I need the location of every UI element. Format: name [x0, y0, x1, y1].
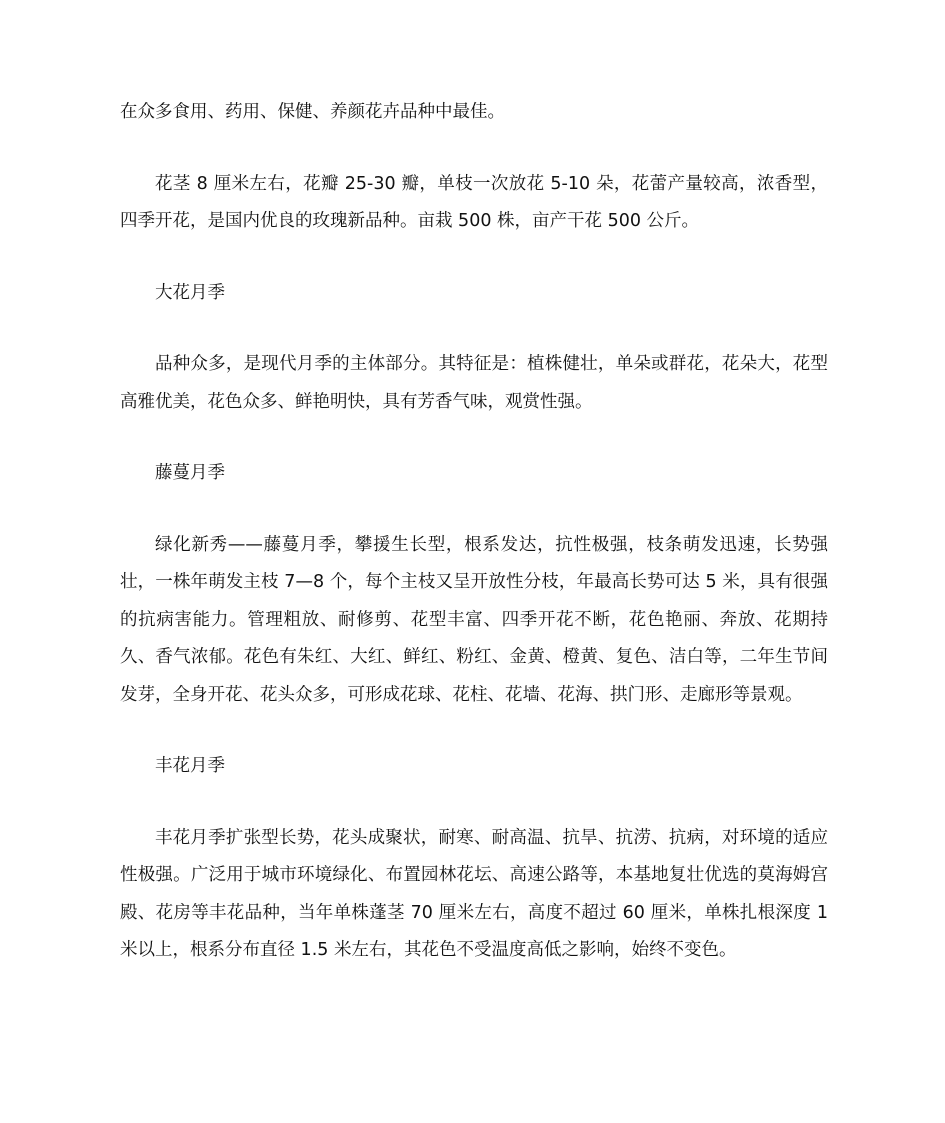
section-heading-large-flower: 大花月季	[155, 282, 225, 303]
paragraph-gap	[120, 714, 828, 748]
paragraph-gap	[120, 421, 828, 455]
paragraph-gap	[120, 493, 828, 527]
paragraph-intro-end: 在众多食用、药用、保健、养颜花卉品种中最佳。	[120, 102, 505, 122]
paragraph-rose-variety: 花茎 8 厘米左右，花瓣 25-30 瓣，单枝一次放花 5-10 朵，花蕾产量较高，浓香型，四季开花，是国内优良的玫瑰新品种。亩栽 500 株，亩产干花 500 公斤。	[120, 173, 828, 231]
paragraph-gap	[120, 241, 828, 275]
paragraph-climbing: 绿化新秀——藤蔓月季，攀援生长型，根系发达，抗性极强，枝条萌发迅速，长势强壮，一株年萌发主枝 7—8 个，每个主枝又呈开放性分枝，年最高长势可达 5 米，具有很强的抗病害能力。管理粗放、耐修剪、花型丰富、四季开花不断，花色艳丽、奔放、花期持久、香气浓郁。花色有朱红、大红、鲜红、粉红、金黄、橙黄、复色、洁白等，二年生节间发芽，全身开花、花头众多，可形成花球、花柱、花墙、花海、拱门形、走廊形等景观。	[120, 534, 828, 705]
section-heading-climbing: 藤蔓月季	[155, 463, 225, 483]
document-body	[120, 94, 828, 970]
paragraph-gap	[120, 312, 828, 346]
paragraph-large-flower: 品种众多，是现代月季的主体部分。其特征是：植株健壮，单朵或群花，花朵大，花型高雅优美，花色众多、鲜艳明快，具有芳香气味，观赏性强。	[120, 354, 828, 412]
section-heading-floribunda: 丰花月季	[155, 756, 225, 776]
paragraph-gap	[120, 786, 828, 820]
paragraph-gap	[120, 132, 828, 166]
paragraph-floribunda: 丰花月季扩张型长势，花头成聚状，耐寒、耐高温、抗旱、抗涝、抗病，对环境的适应性极强。广泛用于城市环境绿化、布置园林花坛、高速公路等，本基地复壮优选的莫海姆宫殿、花房等丰花品种，当年单株蓬茎 70 厘米左右，高度不超过 60 厘米，单株扎根深度 1 米以上，根系分布直径 1.5 米左右，其花色不受温度高低之影响，始终不变色。	[120, 827, 828, 960]
